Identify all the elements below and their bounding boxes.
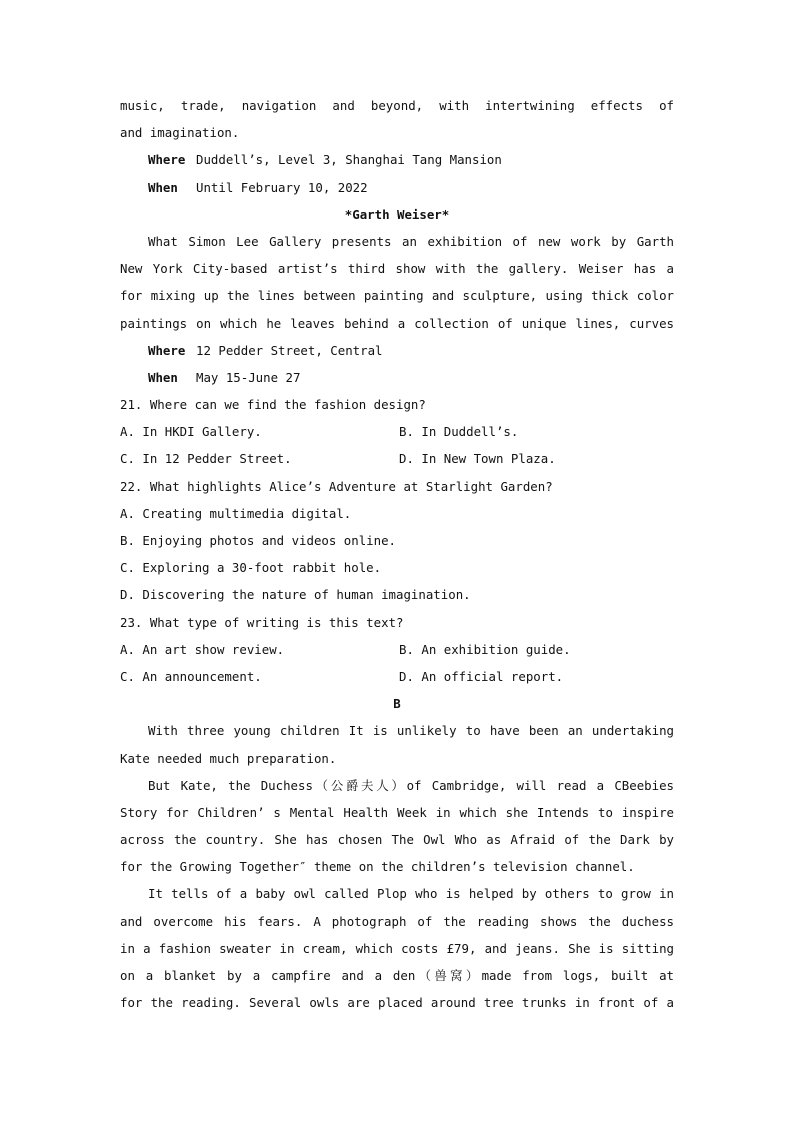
- option-a: A. An art show review.: [120, 641, 285, 657]
- question-21-stem: 21. Where can we find the fashion design?: [120, 397, 426, 413]
- duddells-when: [120, 174, 674, 201]
- b-para3-line-4: on a blanket by a campfire and a den（兽窝）made from logs, built at: [120, 968, 674, 983]
- option-d: D. In New Town Plaza.: [399, 451, 556, 467]
- option-b: B. In Duddell’s.: [399, 424, 519, 440]
- b-para3-line-5: for the reading. Several owls are placed around tree trunks in front of a: [120, 995, 674, 1011]
- question-22-stem: 22. What highlights Alice’s Adventure at Starlight Garden?: [120, 478, 553, 494]
- option-a: A. Creating multimedia digital.: [120, 505, 352, 521]
- b-para2-line-3: across the country. She has chosen The Owl Who as Afraid of the Dark by: [120, 832, 674, 848]
- when-label: When: [148, 369, 178, 385]
- section-b-heading: B: [393, 696, 401, 712]
- question-23-options-row-2: [120, 663, 674, 690]
- garth-para-line-3: for mixing up the lines between painting and sculpture, using thick color: [120, 288, 674, 304]
- garth-para-line-4: paintings on which he leaves behind a collection of unique lines, curves: [120, 315, 674, 331]
- option-a: A. In HKDI Gallery.: [120, 424, 262, 440]
- intro-line-2: and imagination.: [120, 125, 240, 141]
- garth-para-line-1: What Simon Lee Gallery presents an exhibition of new work by Garth: [148, 233, 674, 249]
- garth-weiser-heading: *Garth Weiser*: [344, 206, 450, 222]
- b-para3-line-1: It tells of a baby owl called Plop who is helped by others to grow in: [148, 886, 674, 902]
- intro-line-1: music, trade, navigation and beyond, with intertwining effects of: [120, 98, 674, 113]
- b-para1-line-1: With three young children It is unlikely to have been an undertaking: [148, 723, 674, 739]
- when-label: When: [148, 179, 178, 195]
- b-para1-line-2: Kate needed much preparation.: [120, 750, 337, 766]
- question-21-options-row-2: [120, 445, 674, 472]
- option-c: C. An announcement.: [120, 668, 262, 684]
- document-page: [120, 92, 674, 1016]
- b-para3-line-2: and overcome his fears. A photograph of the reading shows the duchess: [120, 913, 674, 929]
- duddells-where: [120, 146, 674, 173]
- option-b: B. An exhibition guide.: [399, 641, 571, 657]
- where-value: 12 Pedder Street, Central: [196, 342, 383, 358]
- question-23-stem: 23. What type of writing is this text?: [120, 614, 404, 630]
- garth-when: [120, 364, 674, 391]
- option-d: D. Discovering the nature of human imagination.: [120, 587, 471, 603]
- option-d: D. An official report.: [399, 668, 564, 684]
- when-value: May 15-June 27: [196, 369, 301, 385]
- option-b: B. Enjoying photos and videos online.: [120, 533, 397, 548]
- b-para2-line-1: But Kate, the Duchess（公爵夫人）of Cambridge, will read a CBeebies: [148, 777, 674, 793]
- where-label: Where: [148, 342, 186, 358]
- garth-para-line-2: New York City-based artist’s third show with the gallery. Weiser has a: [120, 261, 674, 277]
- option-c: C. Exploring a 30-foot rabbit hole.: [120, 560, 382, 576]
- garth-where: [120, 337, 674, 364]
- when-value: Until February 10, 2022: [196, 179, 368, 195]
- b-para2-line-4: for the Growing Together″ theme on the children’s television channel.: [120, 859, 635, 875]
- where-label: Where: [148, 152, 186, 168]
- b-para2-line-2: Story for Children’ s Mental Health Week in which she Intends to inspire: [120, 804, 674, 820]
- option-c: C. In 12 Pedder Street.: [120, 451, 292, 467]
- where-value: Duddell’s, Level 3, Shanghai Tang Mansion: [196, 152, 502, 168]
- b-para3-line-3: in a fashion sweater in cream, which costs £79, and jeans. She is sitting: [120, 940, 674, 956]
- question-21-options-row-1: [120, 418, 674, 445]
- question-23-options-row-1: [120, 636, 674, 663]
